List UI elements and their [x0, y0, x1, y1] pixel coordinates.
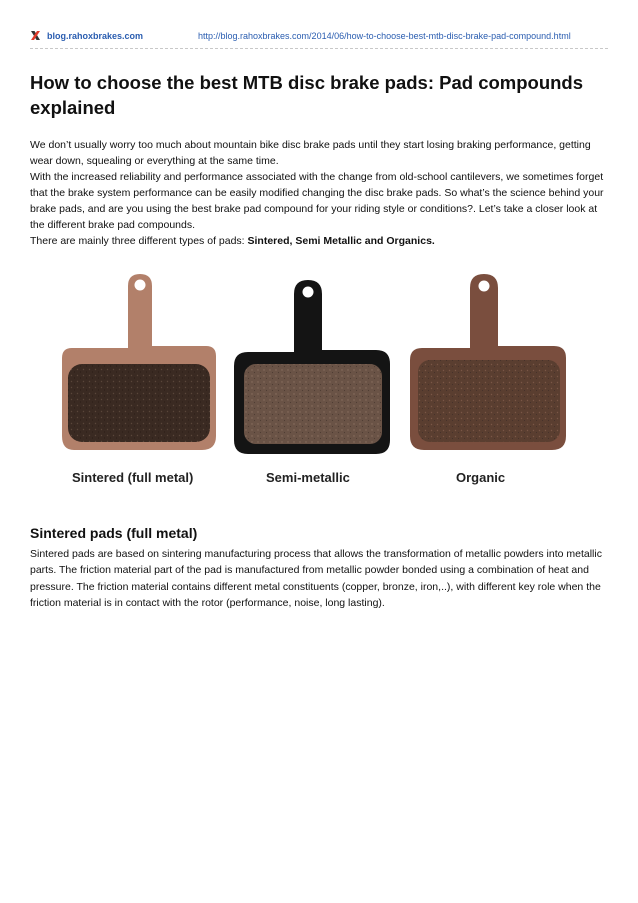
semi-metallic-label: Semi-metallic	[266, 470, 350, 485]
header-divider	[30, 48, 608, 49]
article-url-link[interactable]: http://blog.rahoxbrakes.com/2014/06/how-to-choose-best-mtb-disc-brake-pad-compound.html	[198, 31, 571, 41]
section-heading: Sintered pads (full metal)	[30, 525, 198, 541]
article-intro	[30, 137, 614, 249]
sintered-label: Sintered (full metal)	[72, 470, 194, 485]
sintered-pad-icon	[62, 274, 216, 450]
organic-label: Organic	[456, 470, 506, 485]
section-paragraph: Sintered pads are based on sintering manufacturing process that allows the transformation of metallic powders into metallic parts. The friction material part of the pad is manufactured from metallic powder bonded using a combination of heat and pressure. The friction material contains different metal constituents (copper, bronze, iron,..), with different key role when the friction material is in contact with the rotor (performance, noise, long lasting).	[30, 548, 602, 609]
pad-types-list: Sintered, Semi Metallic and Organics.	[247, 235, 435, 247]
x-logo-icon	[30, 30, 41, 41]
page-header	[30, 29, 608, 45]
organic-pad-icon	[410, 274, 566, 450]
intro-paragraph-1: We don’t usually worry too much about mountain bike disc brake pads until they start losing braking performance, getting wear down, squealing or everything at the same time.	[30, 139, 591, 167]
intro-paragraph-3	[30, 233, 614, 249]
brake-pads-figure	[58, 266, 580, 496]
intro-paragraph-3-text: There are mainly three different types of pads:	[30, 235, 248, 247]
article-title: How to choose the best MTB disc brake pads: Pad compounds explained	[30, 72, 584, 118]
intro-paragraph-2: With the increased reliability and performance associated with the change from old-school cantilevers, we sometimes forget that the brake system performance can be easily modified changing the disc brake pads. So what’s the science behind your brake pads, and are you using the best brake pad compound for your riding style or conditions?. Let’s take a closer look at the different brake pad compounds.	[30, 171, 604, 231]
semi-metallic-pad-icon	[234, 280, 390, 454]
brake-pads-image	[58, 266, 580, 496]
site-link[interactable]: blog.rahoxbrakes.com	[47, 31, 144, 41]
